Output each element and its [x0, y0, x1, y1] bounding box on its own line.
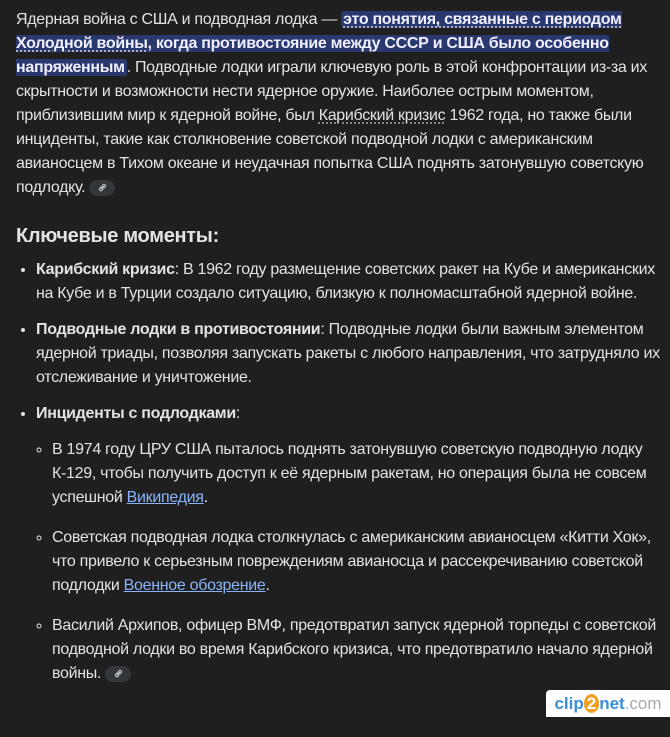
highlight-rest: , когда противостояние между СССР и США было особенно напряженным	[16, 35, 609, 76]
source-link-military-review[interactable]: Военное обозрение	[123, 577, 266, 594]
bullet-text: :	[235, 405, 241, 422]
watermark-logo	[546, 690, 670, 717]
sub-bullet-text: Советская подводная лодка столкнулась с американским авианосцем «Китти Хок», что привело к серьезным повреждениям авианосца и рассекречиванию советской подлодки	[52, 529, 651, 594]
bullet-title: Подводные лодки в противостоянии	[36, 321, 321, 338]
list-item	[36, 258, 662, 306]
bullet-text: : В 1962 году размещение советских ракет на Кубе и американских на Кубе и в Турции создало ситуацию, близкую к полномасштабной ядерной войне.	[36, 261, 655, 302]
bullet-title: Инциденты с подлодками	[36, 405, 236, 422]
wm-part: 2	[584, 694, 599, 713]
list-item	[52, 526, 662, 598]
sub-bullet-text: В 1974 году ЦРУ США пыталось поднять затонувшую советскую подводную лодку К-129, чтобы получить доступ к её ядерным ракетам, но операция была не совсем успешной	[52, 441, 647, 506]
source-link-button[interactable]	[105, 666, 131, 682]
link-icon	[97, 182, 108, 193]
bullet-text: : Подводные лодки были важным элементом ядерной триады, позволяя запускать ракеты с любого направления, что затрудняло их отслеживание и уничтожение.	[36, 321, 660, 386]
punctuation: .	[203, 489, 208, 506]
wm-part: net	[599, 694, 625, 713]
section-heading: Ключевые моменты:	[16, 225, 219, 247]
term-link-caribbean-crisis[interactable]: Карибский кризис	[318, 107, 446, 124]
source-link-wikipedia[interactable]: Википедия	[126, 489, 204, 506]
intro-paragraph	[16, 8, 662, 200]
wm-part: clip	[554, 694, 584, 713]
key-points-list	[16, 258, 662, 686]
list-item	[52, 614, 662, 686]
list-item	[52, 438, 662, 510]
intro-text-2: . Подводные лодки играли ключевую роль в этой конфронтации из-за их скрытности и возможности нести ядерное оружие. Наиболее острым моментом, приблизившим мир к ядерной войне, был	[16, 59, 648, 124]
punctuation: .	[265, 577, 270, 594]
bullet-title: Карибский кризис	[36, 261, 175, 278]
source-link-button[interactable]	[89, 180, 115, 196]
wm-part: .com	[624, 694, 662, 713]
watermark-row	[0, 690, 670, 717]
list-item	[36, 402, 662, 686]
link-icon	[113, 668, 124, 679]
list-item	[36, 318, 662, 390]
incidents-list	[36, 438, 662, 686]
intro-text-3: 1962 года, но также были инциденты, такие как столкновение советской подводной лодки с американским авианосцем в Тихом океане и неудачная попытка США поднять затонувшую советскую подлодку.	[16, 107, 644, 196]
intro-text: Ядерная война с США и подводная лодка —	[16, 11, 342, 28]
sub-bullet-text: Василий Архипов, офицер ВМФ, предотвратил запуск ядерной торпеды с советской подводной лодки во время Карибского кризиса, что предотвратило начало ядерной войны.	[52, 617, 656, 682]
highlight-term-link[interactable]: это понятия, связанные с периодом Холодной войны	[16, 11, 622, 52]
